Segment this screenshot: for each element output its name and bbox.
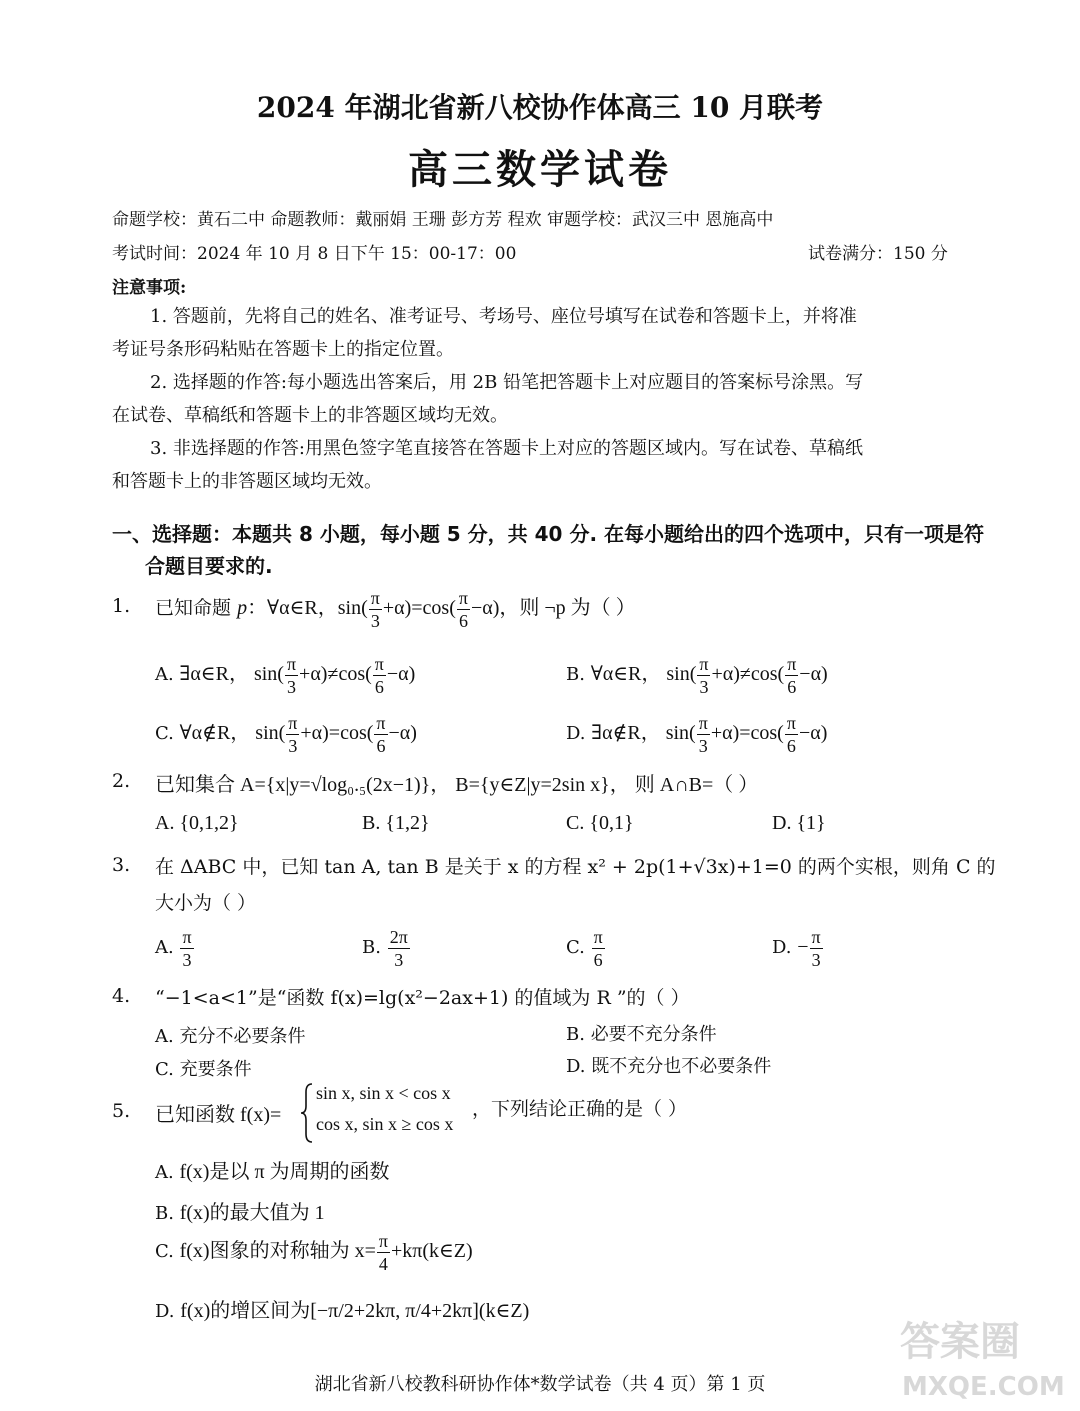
question-1-option-c[interactable]: C. ∀α∉R， sin( $\frac{\pi}{3}$ +α)=cos( $\frac{\pi}{6}$ −α) [155, 712, 417, 756]
section-heading: 一、选择题：本题共 8 小题，每小题 5 分，共 40 分. 在每小题给出的四个选项中，只有一项是符 [112, 522, 985, 546]
question-4-option-b[interactable]: B. 必要不充分条件 [566, 1024, 717, 1045]
section-heading-cont: 合题目要求的. [145, 554, 273, 578]
question-2-stem: 已知集合 A={x|y=√log₀.₅(2x−1)}， B={y∈Z|y=2sin x}， 则 A∩B=（ ） [155, 774, 759, 796]
question-number-1: 1. [112, 595, 131, 617]
question-3-stem: 在 ΔABC 中，已知 tan A, tan B 是关于 x 的方程 x² + 2p(1+√3x)+1=0 的两个实根，则角 C 的 [155, 856, 996, 878]
piecewise-case-1: sin x, sin x < cos x [316, 1083, 451, 1103]
question-4-option-c[interactable]: C. 充要条件 [155, 1059, 252, 1080]
meta-authors: 命题学校：黄石二中 命题教师：戴丽娟 王珊 彭方芳 程欢 审题学校：武汉三中 恩施高中 [112, 210, 774, 230]
question-3-option-a[interactable]: A. $\frac{\pi}{3}$ [155, 926, 192, 970]
question-number-2: 2. [112, 770, 131, 792]
question-5-option-c[interactable]: C. f(x)图象的对称轴为 x= $\frac{\pi}{4}$ +kπ(k∈Z) [155, 1230, 473, 1274]
question-3-option-d[interactable]: D. − $\frac{\pi}{3}$ [772, 926, 821, 970]
notice-item-1: 1. 答题前，先将自己的姓名、准考证号、考场号、座位号填写在试卷和答题卡上，并将准 [150, 306, 857, 327]
question-3-option-b[interactable]: B. $\frac{2\pi}{3}$ [362, 926, 408, 970]
question-number-3: 3. [112, 854, 131, 876]
question-number-4: 4. [112, 985, 131, 1007]
question-3-stem-cont: 大小为（ ） [155, 892, 257, 914]
watermark-line-1: 答案圈 [900, 1319, 1020, 1365]
question-5-stem-suffix: ，下列结论正确的是（ ） [472, 1098, 688, 1120]
question-2-option-b[interactable]: B. {1,2} [362, 812, 430, 834]
question-1-stem: 已知命题 p：∀α∈R，sin( $\frac{\pi}{3}$ +α)=cos( $\frac{\pi}{6}$ −α)，则 ¬p 为（ ） [155, 587, 636, 631]
watermark-logo [900, 1310, 1075, 1410]
page-footer: 湖北省新八校教科研协作体*数学试卷（共 4 页）第 1 页 [314, 1374, 766, 1395]
watermark-line-2: MXQE.COM [902, 1372, 1065, 1402]
notice-heading: 注意事项: [112, 278, 187, 298]
notice-item-2-cont: 在试卷、草稿纸和答题卡上的非答题区域均无效。 [112, 405, 508, 426]
question-2-option-d[interactable]: D. {1} [772, 812, 826, 834]
question-5-option-a[interactable]: A. f(x)是以 π 为周期的函数 [155, 1161, 390, 1183]
question-5-option-d[interactable]: D. f(x)的增区间为[−π/2+2kπ, π/4+2kπ](k∈Z) [155, 1300, 530, 1322]
piecewise-brace-icon [300, 1082, 314, 1144]
question-1-option-d[interactable]: D. ∃α∉R， sin( $\frac{\pi}{3}$ +α)=cos( $\frac{\pi}{6}$ −α) [566, 712, 828, 756]
question-2-option-c[interactable]: C. {0,1} [566, 812, 634, 834]
question-5-stem-prefix: 已知函数 f(x)= [155, 1104, 282, 1126]
question-1-option-b[interactable]: B. ∀α∈R， sin( $\frac{\pi}{3}$ +α)≠cos( $\frac{\pi}{6}$ −α) [566, 653, 828, 697]
notice-item-3-cont: 和答题卡上的非答题区域均无效。 [112, 471, 382, 492]
full-score: 试卷满分：150 分 [808, 244, 948, 264]
question-2-option-a[interactable]: A. {0,1,2} [155, 812, 239, 834]
question-1-option-a[interactable]: A. ∃α∈R， sin( $\frac{\pi}{3}$ +α)≠cos( $\frac{\pi}{6}$ −α) [155, 653, 416, 697]
question-5-option-b[interactable]: B. f(x)的最大值为 1 [155, 1202, 325, 1224]
question-4-option-a[interactable]: A. 充分不必要条件 [155, 1026, 306, 1047]
question-4-option-d[interactable]: D. 既不充分也不必要条件 [566, 1056, 772, 1077]
question-number-5: 5. [112, 1100, 131, 1122]
exam-title: 2024 年湖北省新八校协作体高三 10 月联考 [256, 91, 824, 124]
piecewise-case-2: cos x, sin x ≥ cos x [316, 1114, 454, 1134]
exam-subtitle: 高三数学试卷 [408, 146, 672, 193]
notice-item-2: 2. 选择题的作答:每小题选出答案后，用 2B 铅笔把答题卡上对应题目的答案标号涂黑。写 [150, 372, 864, 393]
exam-time: 考试时间：2024 年 10 月 8 日下午 15：00-17：00 [112, 244, 517, 264]
notice-item-1-cont: 考证号条形码粘贴在答题卡上的指定位置。 [112, 339, 454, 360]
question-4-stem: “−1<a<1”是“函数 f(x)=lg(x²−2ax+1) 的值域为 R ”的（ ） [155, 987, 690, 1009]
question-3-option-c[interactable]: C. $\frac{\pi}{6}$ [566, 926, 603, 970]
notice-item-3: 3. 非选择题的作答:用黑色签字笔直接答在答题卡上对应的答题区域内。写在试卷、草稿纸 [150, 438, 863, 459]
